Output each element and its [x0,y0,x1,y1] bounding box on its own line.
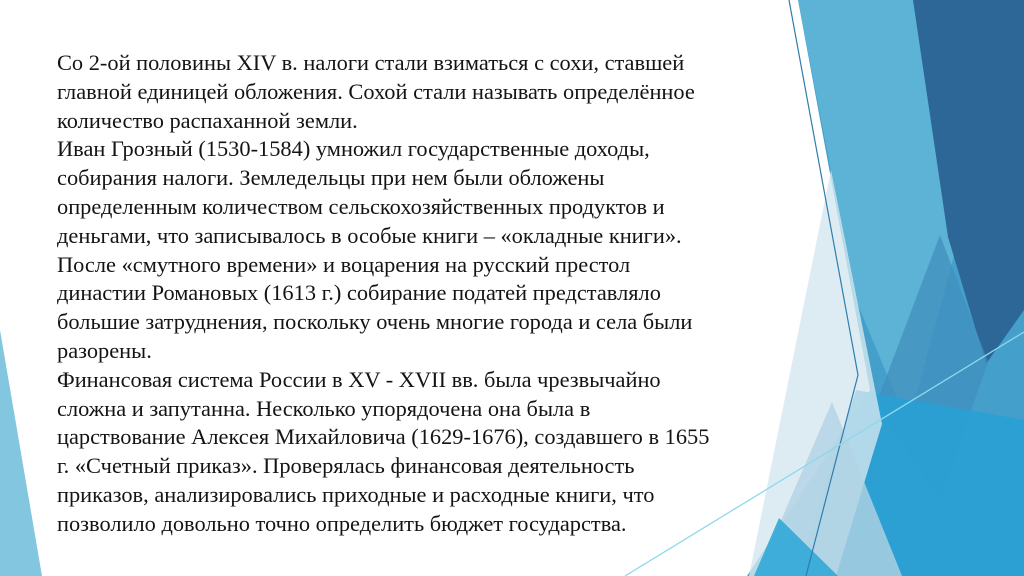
text-line: главной единицей обложения. Сохой стали называть определённое [57,78,695,104]
text-line: царствование Алексея Михайловича (1629-1676), создавшего в 1655 [57,424,710,450]
text-line: г. «Счетный приказ». Проверялась финансовая деятельность [57,453,635,479]
text-line: количество распаханной земли. [57,107,358,133]
text-line: деньгами, что записывалось в особые книги – «окладные книги». [57,222,682,248]
text-line: большие затруднения, поскольку очень многие города и села были [57,309,693,335]
text-line: Иван Грозный (1530-1584) умножил государственные доходы, [57,136,650,162]
text-line: Финансовая система России в XV - XVII вв. была чрезвычайно [57,366,661,392]
text-line: позволило довольно точно определить бюджет государства. [57,510,627,536]
text-line: Со 2-ой половины XIV в. налоги стали взиматься с сохи, ставшей [57,50,685,75]
text-line: приказов, анализировались приходные и расходные книги, что [57,481,655,507]
text-line: династии Романовых (1613 г.) собирание податей представляло [57,280,661,306]
text-line: сложна и запутанна. Несколько упорядочена она была в [57,395,591,421]
text-line: разорены. [57,337,152,363]
slide-body-text [57,49,767,539]
text-line: собирания налоги. Земледельцы при нем были обложены [57,165,605,191]
text-line: После «смутного времени» и воцарения на русский престол [57,251,631,277]
text-line: определенным количеством сельскохозяйственных продуктов и [57,193,665,219]
left-corner-wedge-shape [0,330,42,576]
